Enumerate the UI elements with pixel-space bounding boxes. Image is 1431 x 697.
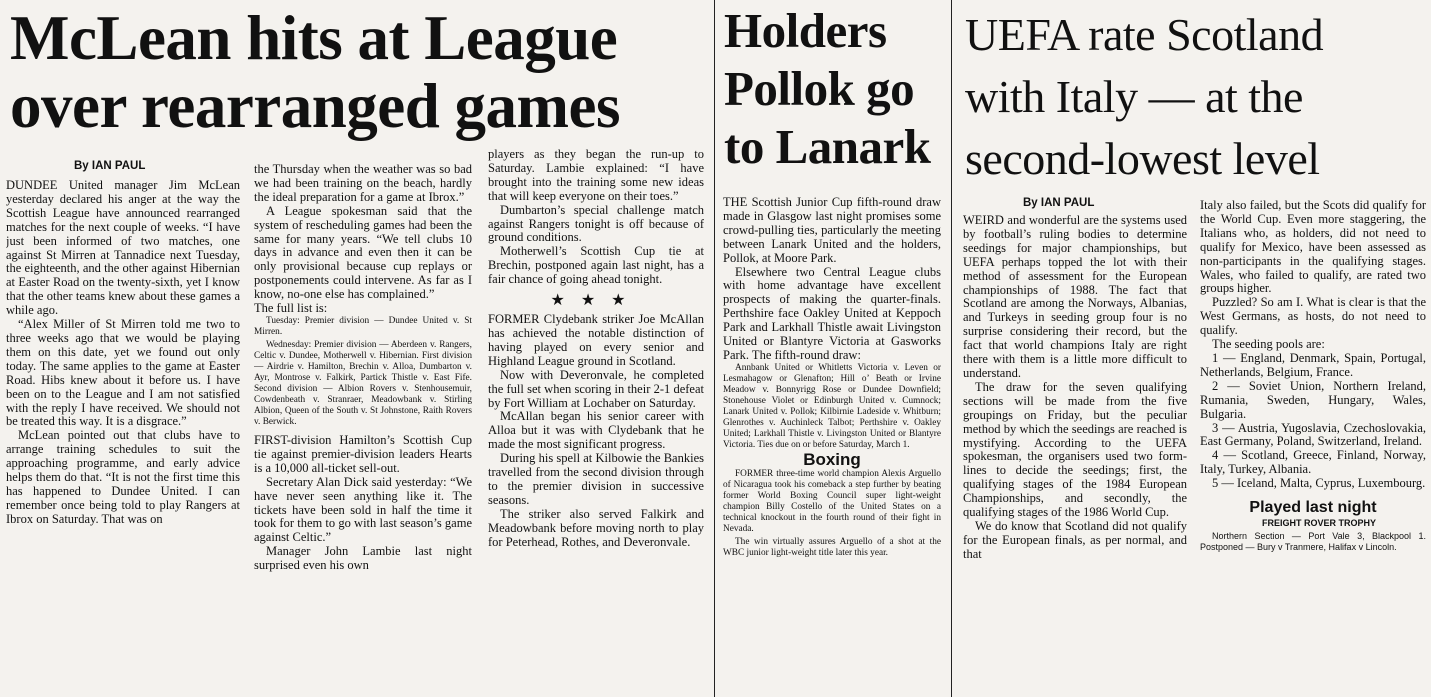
paragraph: The full list is:	[254, 301, 328, 316]
paragraph: McAllan began his senior career with Alloa but it was with Clydebank that he made the most significant progress.	[488, 409, 704, 452]
paragraph: The seeding pools are:	[1212, 337, 1325, 352]
paragraph: the Thursday when the weather was so bad we had been training on the beach, hardly the ideal preparation for a game at Ibrox.”	[254, 163, 472, 204]
paragraph: Dumbarton’s special challenge match against Rangers tonight is off because of ground conditions.	[488, 202, 704, 245]
paragraph: Elsewhere two Central League clubs with home advantage have excellent prospects of making the quarter-finals. Perthshire face Oakley United at Keppoch Park and Larkhall Thistle await Livingston United or Blantyre Victoria at Gasworks Park. The fifth-round draw:	[723, 264, 941, 362]
paragraph: THE Scottish Junior Cup fifth-round draw made in Glasgow last night promises some crowd-pulling ties, particularly the meeting between Lanark United and the holders, Pollok, at Moore Park.	[723, 196, 941, 265]
paragraph: Now with Deveronvale, he completed the full set when scoring in their 2-1 defeat by Fort William at Lochaber on Saturday.	[488, 367, 704, 410]
headline-line: with Italy — at the	[965, 71, 1303, 122]
paragraph: “Alex Miller of St Mirren told me two to three weeks ago that we would be playing them on this date, yet we found out only today. The same applies to the game at Easter Road. Hibs knew about it before us. I have been on to the League and I am not satisfied with the reply I have received. We should not be treated this way. It is a disgrace.”	[6, 317, 240, 429]
fixture-list: Tuesday: Premier division — Dundee United v. St Mirren.	[254, 315, 472, 337]
paragraph: The draw for the seven qualifying sections will be made from the five groupings on Friday, but the peculiar method by which the seedings are reached is mystifying. According to the UEFA spokesman, the organisers used two form-lines to decide the seedings; first, the qualifying stages of the 1984 European Championships, and secondly, the qualifying stages of the 1986 World Cup.	[963, 379, 1187, 520]
story2-column	[723, 196, 941, 697]
paragraph: Secretary Alan Dick said yesterday: “We have never seen anything like it. The tickets have been sold in half the time it took for them to go with last season’s game against Celtic.”	[254, 474, 472, 545]
results-text: Northern Section — Port Vale 3, Blackpool 1. Postponed — Bury v Tranmere, Halifax v Lincoln.	[1200, 530, 1426, 552]
seeding-pool: 1 — England, Denmark, Spain, Portugal, Netherlands, Belgium, France.	[1200, 350, 1426, 379]
headline-uefa	[965, 4, 1429, 190]
byline: By IAN PAUL	[74, 160, 146, 172]
fixture-list: Wednesday: Premier division — Aberdeen v. Rangers, Celtic v. Dundee, Motherwell v. Hibernian. First division — Airdrie v. Hamilton, Brechin v. Alloa, Dumbarton v. Ayr, Montrose v. Falkirk, Partick Thistle v. East Fife. Second division — Albion Rovers v. Stenhousemuir, Cowdenbeath v. Stranraer, Meadowbank v. Stirling Albion, Queen of the South v. St Johnstone, Raith Rovers v. Berwick.	[254, 339, 472, 427]
story-uefa	[955, 0, 1431, 697]
story3-column-1	[963, 214, 1187, 697]
story3-column-2	[1200, 199, 1426, 697]
story-divider	[951, 0, 952, 697]
story1-column-3	[488, 148, 704, 697]
paragraph: FIRST-division Hamilton’s Scottish Cup tie against premier-division leaders Hearts is a 10,000 all-ticket sell-out.	[254, 432, 472, 475]
boxing-heading: Boxing	[803, 449, 861, 469]
story-mclean	[0, 0, 712, 697]
paragraph: During his spell at Kilbowie the Bankies travelled from the second division through to the premier division in successive seasons.	[488, 451, 704, 507]
headline-line: over rearranged games	[10, 71, 620, 141]
story1-column-1	[6, 179, 240, 697]
played-last-night-heading: Played last night	[1249, 499, 1377, 517]
headline-line: to Lanark	[724, 119, 931, 174]
paragraph: McLean pointed out that clubs have to arrange training schedules to suit the approaching programme, and early advice helps them do that. “It is not the first time this has happened to Dundee United. I can remember once being told to play Rangers at Ibrox on Saturday. That was on	[6, 428, 240, 526]
story1-column-2	[254, 163, 472, 697]
seeding-pool: 3 — Austria, Yugoslavia, Czechoslovakia, East Germany, Poland, Switzerland, Ireland.	[1200, 420, 1426, 449]
paragraph: Puzzled? So am I. What is clear is that the West Germans, as hosts, do not need to qualify.	[1200, 295, 1426, 338]
paragraph: DUNDEE United manager Jim McLean yesterday declared his anger at the way the Scottish League have announced rearranged matches for the next couple of weeks. “I have just been informed of two matches, one against St Mirren at Tannadice next Tuesday, the eighteenth, and the other against Hibernian at Easter Road on the twenty-sixth, yet I know that the other teams knew about these games a while ago.	[6, 179, 240, 318]
headline-line: second-lowest level	[965, 133, 1320, 184]
boxing-paragraph: FORMER three-time world champion Alexis Arguello of Nicaragua took his comeback a step further by beating former World Boxing Council super light-weight champion Billy Costello of the United States on a technical knockout in the fourth round of their fight in Nevada.	[723, 468, 941, 534]
byline: By IAN PAUL	[1023, 197, 1095, 209]
paragraph: The striker also served Falkirk and Meadowbank before moving north to play for Peterhead, Rothes, and Deveronvale.	[488, 506, 704, 549]
headline-line: Pollok go	[724, 61, 915, 116]
fifth-round-draw: Annbank United or Whitletts Victoria v. Leven or Lesmahagow or Glenafton; Hill o’ Beath or Irvine Meadow v. Bonnyrigg Rose or Dundee Downfield; Stonehouse Violet or Edinburgh United v. Cumnock; Lanark United v. Pollok; Kilbirnie Ladeside v. Whitburn; Glenrothes v. Auchinleck Talbot; Perthshire v. Oakley United; Larkhall Thistle v. Livingston United or Blantyre Victoria. Ties due on or before Saturday, March 1.	[723, 362, 941, 450]
headline-line: UEFA rate Scotland	[965, 9, 1324, 60]
seeding-pool: 5 — Iceland, Malta, Cyprus, Luxembourg.	[1212, 476, 1426, 491]
section-separator-stars: ★★★	[550, 292, 642, 310]
paragraph: players as they began the run-up to Saturday. Lambie explained: “I have brought into the training some new ideas that will keep everyone on their toes.”	[488, 148, 704, 203]
trophy-heading: FREIGHT ROVER TROPHY	[1261, 517, 1376, 528]
paragraph: Manager John Lambie last night surprised even his own	[254, 544, 472, 573]
paragraph: Italy also failed, but the Scots did qualify for the World Cup. Even more staggering, the Italians who, as holders, did not need to qualify for Mexico, have been assessed as non-participants in the qualifying stages. Wales, who failed to qualify, are rated two groups higher.	[1200, 199, 1426, 296]
paragraph: A League spokesman said that the system of rescheduling games had been the same for many years. “We tell clubs 10 days in advance and even then it can be only provisional because cup replays or postponements could intervene. As far as I know, no-one else has complained.”	[254, 203, 472, 302]
paragraph: We do know that Scotland did not qualify for the European finals, as per normal, and that	[963, 518, 1187, 561]
headline-mclean	[10, 4, 710, 140]
boxing-paragraph: The win virtually assures Arguello of a shot at the WBC junior light-weight title later this year.	[723, 536, 941, 558]
headline-line: McLean hits at League	[10, 3, 618, 73]
story-pollok	[718, 0, 948, 697]
seeding-pool: 4 — Scotland, Greece, Finland, Norway, Italy, Turkey, Albania.	[1200, 448, 1426, 477]
paragraph: WEIRD and wonderful are the systems used by football’s ruling bodies to determine seedings for major championships, but UEFA perhaps topped the lot with their method of assessment for the European championships of 1988. The fact that Scotland are among the Norways, Albanias, and Turkeys in seeding group four is no surprise considering their record, but the fact that world champions Italy are right there with them is a little more difficult to understand.	[963, 214, 1187, 380]
seeding-pool: 2 — Soviet Union, Northern Ireland, Rumania, Sweden, Hungary, Wales, Bulgaria.	[1200, 378, 1426, 421]
headline-line: Holders	[724, 3, 887, 58]
story-divider	[714, 0, 715, 697]
paragraph: Motherwell’s Scottish Cup tie at Brechin, postponed again last night, has a fair chance of going ahead tonight.	[488, 244, 704, 287]
headline-pollok	[724, 2, 948, 176]
paragraph: FORMER Clydebank striker Joe McAllan has achieved the notable distinction of having played on every senior and Highland League ground in Scotland.	[488, 312, 704, 368]
